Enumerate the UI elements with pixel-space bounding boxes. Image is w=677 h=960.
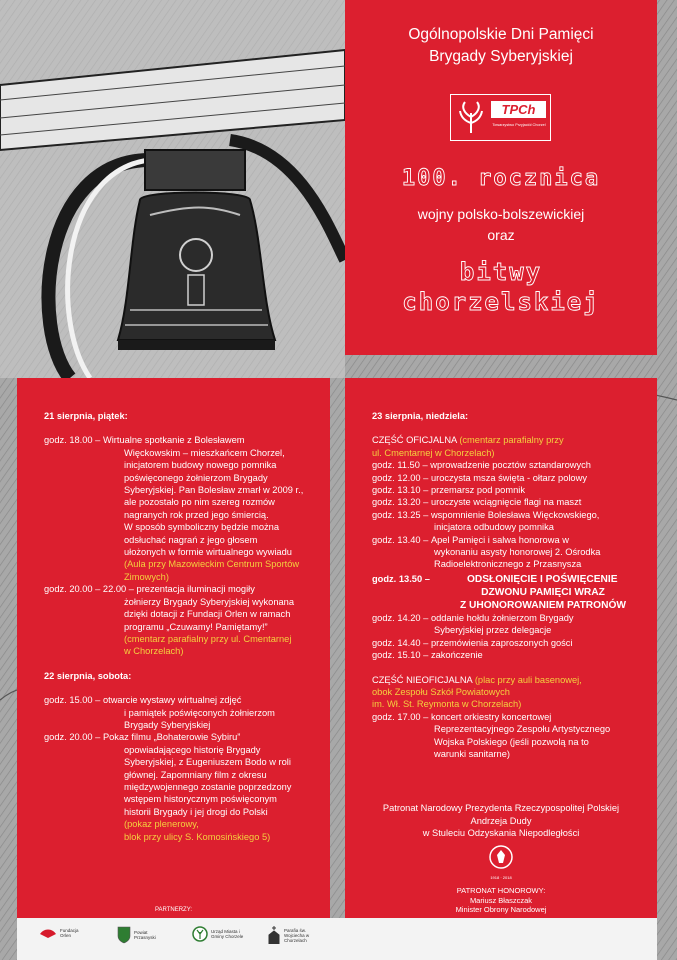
- item-text: historii Brygady i jej drogi do Polski: [124, 806, 268, 817]
- item-text: wykonaniu asysty honorowej 2. Ośrodka: [434, 547, 601, 558]
- item-text: W sposób symboliczny będzie można: [124, 522, 280, 533]
- program-item: [44, 694, 324, 731]
- item-text: przemarsz pod pomnik: [430, 485, 525, 496]
- title-panel: [345, 0, 657, 355]
- program-item: [44, 731, 324, 843]
- time-label: godz. 20.00 – 22.00 –: [44, 584, 137, 595]
- item-text: żołnierzy Brygady Syberyjskiej wykonana: [124, 596, 294, 607]
- item-text: przemówienia zaproszonych gości: [430, 637, 573, 648]
- partner-name: Urząd Miasta i Gminy Chorzele: [211, 929, 244, 939]
- item-text: programu „Czuwamy! Pamiętamy!”: [124, 621, 268, 632]
- item-text: ułożonych w formie wirtualnego wywiadu: [124, 547, 292, 558]
- honorary-line: Mariusz Błaszczak: [469, 895, 533, 905]
- location-text: (cmentarz parafialny przy ul. Cmentarnej: [124, 633, 292, 644]
- program-left-panel: [17, 378, 330, 918]
- day-heading: 22 sierpnia, sobota:: [44, 670, 132, 681]
- location-text: ul. Cmentarnej w Chorzelach): [372, 447, 495, 458]
- item-text: inicjatorem budowy nowego pomnika: [124, 460, 277, 471]
- partner-orlen: [39, 926, 82, 940]
- time-label: godz. 13.20 –: [372, 497, 431, 508]
- war-line: wojny polsko-bolszewickiej: [417, 206, 585, 222]
- program-right-panel: [345, 378, 657, 918]
- item-text: międzywojennego zostanie poprzedzony: [124, 781, 292, 792]
- time-label: godz. 15.00 –: [44, 695, 103, 706]
- program-item: [44, 583, 324, 657]
- day-heading: 21 sierpnia, piątek:: [44, 411, 128, 421]
- independence-emblem: [486, 844, 516, 880]
- item-text: poświęconego żołnierzom Brygady: [124, 472, 268, 483]
- bell-shape: [118, 193, 275, 341]
- patronage-line: Patronat Narodowy Prezydenta Rzeczypospolitej Polskiej: [382, 803, 620, 813]
- item-text: ale pozostało po nim szereg rozmów: [124, 497, 275, 508]
- time-label: godz. 13.10 –: [372, 485, 431, 496]
- location-text: (cmentarz parafialny przy: [459, 435, 564, 446]
- partner-przasnysz: [117, 926, 168, 944]
- item-text: wprowadzenie pocztów sztandarowych: [430, 460, 591, 471]
- location-text: Zimowych): [124, 571, 169, 582]
- program-right: [372, 410, 652, 760]
- time-label: godz. 14.40 –: [372, 637, 431, 648]
- location-text: blok przy ulicy S. Komosińskiego 5): [124, 831, 271, 842]
- partner-name: Powiat Przasnyski: [134, 930, 156, 940]
- section-label: CZĘŚĆ NIEOFICJALNA: [372, 674, 475, 685]
- highlight-text: Z UHONOROWANIEM PATRONÓW: [459, 599, 626, 611]
- battle-heading-line2: chorzelskiej: [402, 288, 600, 316]
- day-heading: 23 sierpnia, niedziela:: [372, 411, 469, 421]
- time-label: godz. 12.00 –: [372, 472, 431, 483]
- anniversary-heading: 100. rocznica: [401, 166, 601, 191]
- partners-strip: [17, 918, 657, 960]
- time-label: godz. 13.40 –: [372, 534, 431, 545]
- program-item: [372, 496, 652, 508]
- chorzele-crest-icon: [192, 926, 208, 942]
- program-item: [372, 649, 652, 661]
- location-text: (Aula przy Mazowieckim Centrum Sportów: [124, 559, 300, 570]
- title-line: Brygady Syberyjskiej: [429, 48, 573, 65]
- program-item: [372, 612, 652, 637]
- item-text: otwarcie wystawy wirtualnej zdjęć: [102, 695, 242, 706]
- program-left: [44, 410, 324, 843]
- program-item: [372, 637, 652, 649]
- item-text: Więckowskim – mieszkańcem Chorzel,: [124, 447, 285, 458]
- item-text: warunki sanitarne): [434, 748, 510, 759]
- festival-title: [345, 24, 657, 68]
- location-text: (pokaz plenerowy,: [124, 819, 199, 830]
- highlight-text: DZWONU PAMIĘCI WRAZ: [481, 586, 605, 598]
- logo-subtext: Towarzystwo Przyjaciół Chorzel: [492, 123, 546, 127]
- item-text: prezentacja iluminacji mogiły: [136, 584, 255, 595]
- orlen-eagle-icon: [39, 926, 57, 940]
- war-line-and: oraz: [487, 227, 515, 243]
- location-text: obok Zespołu Szkół Powiatowych: [372, 686, 510, 697]
- partner-name: Fundacja Orlen: [60, 928, 79, 938]
- program-item: [372, 534, 652, 571]
- item-text: zakończenie: [430, 650, 483, 661]
- time-label: godz. 14.20 –: [372, 612, 431, 623]
- location-text: im. Wł. St. Reymonta w Chorzelach): [372, 699, 522, 710]
- time-label: godz. 11.50 –: [372, 460, 431, 471]
- item-text: opowiadającego historię Brygady: [124, 744, 261, 755]
- highlight-item: [372, 573, 652, 612]
- item-text: Reprezentacyjnego Zespołu Artystycznego: [434, 724, 611, 735]
- time-label: godz. 18.00 –: [44, 435, 103, 446]
- tree-crest-icon: [456, 99, 486, 135]
- item-text: nagranych rok przed jego śmiercią.: [124, 509, 269, 520]
- item-text: głównej. Zapomniany film z okresu: [124, 769, 267, 780]
- item-text: Brygady Syberyjskiej: [124, 719, 211, 730]
- patronage-line: Andrzeja Dudy: [470, 815, 532, 826]
- item-text: koncert orkiestry koncertowej: [430, 711, 552, 722]
- honorary-line: Minister Obrony Narodowej: [455, 905, 547, 914]
- item-text: oddanie hołdu żołnierzom Brygady: [430, 612, 574, 623]
- time-label: godz. 13.50 –: [372, 573, 433, 584]
- item-text: dzięki dotacji z Fundacji Orlen w ramach: [124, 609, 291, 620]
- partner-parish: [267, 926, 326, 944]
- item-text: Syberyjskiej, z Eugeniuszem Bodo w roli: [124, 757, 291, 768]
- time-label: godz. 15.10 –: [372, 650, 431, 661]
- tpch-logo: [450, 94, 551, 141]
- item-text: Apel Pamięci i salwa honorowa w: [430, 534, 569, 545]
- program-item: [372, 711, 652, 761]
- time-label: godz. 17.00 –: [372, 711, 431, 722]
- location-text: (plac przy auli basenowej,: [474, 674, 582, 685]
- national-patronage: [355, 802, 647, 840]
- item-text: wspomnienie Bolesława Więckowskiego,: [430, 509, 600, 520]
- time-label: godz. 13.25 –: [372, 509, 431, 520]
- logo-text: TPCh: [491, 101, 546, 118]
- title-line: Ogólnopolskie Dni Pamięci: [408, 26, 594, 43]
- highlight-text: ODSŁONIĘCIE I POŚWIĘCENIE: [466, 573, 618, 585]
- honorary-patronage: [355, 886, 647, 915]
- section-label: CZĘŚĆ OFICJALNA: [372, 435, 460, 446]
- time-label: godz. 20.00 –: [44, 732, 103, 743]
- program-item: [372, 459, 652, 471]
- item-text: Syberyjskiej przez delegacje: [434, 625, 552, 636]
- emblem-years: 1918 · 2018: [490, 875, 512, 880]
- item-text: Syberyjskiej. Pan Bolesław zmarł w 2009 r.,: [124, 485, 304, 496]
- item-text: Radioelektronicznego z Przasnysza: [434, 559, 582, 570]
- item-text: Pokaz filmu „Bohaterowie Sybiru”: [102, 732, 241, 743]
- item-text: i pamiątek poświęconych żołnierzom: [124, 707, 275, 718]
- church-icon: [267, 926, 281, 944]
- program-item: [372, 472, 652, 484]
- partner-name: Parafia św. Wojciecha w Chorzelach: [284, 927, 310, 943]
- partner-chorzele: [192, 926, 245, 942]
- item-text: Wojska Polskiego (jeśli pozwolą na to: [434, 736, 589, 747]
- program-item: [44, 434, 324, 583]
- przasnysz-crest-icon: [117, 926, 131, 944]
- battle-heading-line1: bitwy: [459, 258, 543, 286]
- item-text: uroczyste wciągnięcie flagi na maszt: [430, 497, 582, 508]
- honorary-line: PATRONAT HONOROWY:: [456, 886, 546, 895]
- item-text: odsłuchać nagrań z jego głosem: [124, 534, 258, 545]
- program-item: [372, 484, 652, 496]
- item-text: uroczysta msza święta - ołtarz polowy: [430, 472, 587, 483]
- patronage-line: w Stuleciu Odzyskania Niepodległości: [422, 828, 580, 838]
- partners-label: PARTNERZY:: [154, 907, 193, 913]
- program-item: [372, 509, 652, 534]
- item-text: Wirtualne spotkanie z Bolesławem: [102, 435, 245, 446]
- eagle-emblem-icon: [488, 844, 514, 870]
- location-text: w Chorzelach): [124, 646, 184, 657]
- item-text: inicjatora odbudowy pomnika: [434, 522, 554, 533]
- item-text: wstępem historycznym poświęconym: [124, 794, 277, 805]
